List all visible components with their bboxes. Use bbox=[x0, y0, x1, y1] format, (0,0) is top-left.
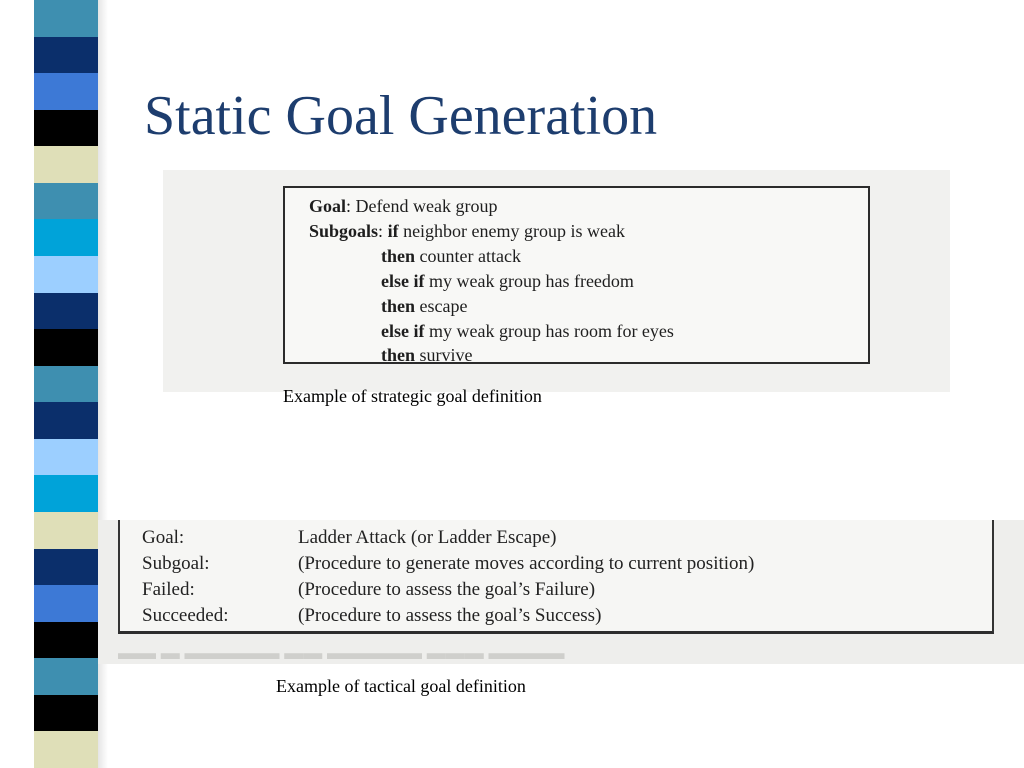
stripe-band bbox=[34, 293, 98, 330]
stripe-band bbox=[34, 622, 98, 659]
then-survive-line: then survive bbox=[381, 345, 473, 365]
decorative-stripe bbox=[34, 0, 98, 768]
goal-label: Goal: bbox=[142, 527, 185, 548]
stripe-band bbox=[34, 731, 98, 768]
tactical-goal-box bbox=[118, 520, 994, 634]
failed-label: Failed: bbox=[142, 579, 195, 600]
stripe-band bbox=[34, 475, 98, 512]
cropped-figure-caption-remnant: ▬▬ ▬ ▬▬▬▬▬ ▬▬ ▬▬▬▬▬ ▬▬▬ ▬▬▬▬ bbox=[118, 644, 565, 664]
tactical-goal-caption: Example of tactical goal definition bbox=[276, 676, 526, 696]
tactical-goal-figure bbox=[98, 520, 1024, 664]
goal-value: Ladder Attack (or Ladder Escape) bbox=[298, 527, 557, 548]
succeeded-label: Succeeded: bbox=[142, 605, 229, 626]
subgoal-value: (Procedure to generate moves according to current position) bbox=[298, 553, 755, 574]
then-escape-line: then escape bbox=[381, 296, 468, 316]
stripe-band bbox=[34, 0, 98, 37]
failed-value: (Procedure to assess the goal’s Failure) bbox=[298, 579, 596, 600]
stripe-band bbox=[34, 658, 98, 695]
stripe-band bbox=[34, 146, 98, 183]
stripe-band bbox=[34, 256, 98, 293]
succeeded-value: (Procedure to assess the goal’s Success) bbox=[298, 605, 602, 626]
stripe-band bbox=[34, 585, 98, 622]
stripe-band bbox=[34, 73, 98, 110]
stripe-band bbox=[34, 512, 98, 549]
stripe-band bbox=[34, 439, 98, 476]
strategic-goal-box bbox=[283, 186, 870, 364]
else-if-freedom-line: else if my weak group has freedom bbox=[381, 271, 634, 291]
stripe-band bbox=[34, 110, 98, 147]
strategic-goal-caption: Example of strategic goal definition bbox=[283, 386, 542, 406]
goal-line: Goal: Defend weak group bbox=[309, 196, 498, 216]
then-counter-attack-line: then counter attack bbox=[381, 246, 521, 266]
strategic-goal-figure bbox=[163, 170, 950, 392]
else-if-eyes-line: else if my weak group has room for eyes bbox=[381, 321, 674, 341]
stripe-band bbox=[34, 329, 98, 366]
slide-title: Static Goal Generation bbox=[144, 85, 658, 147]
stripe-band bbox=[34, 695, 98, 732]
stripe-band bbox=[34, 183, 98, 220]
stripe-band bbox=[34, 37, 98, 74]
stripe-band bbox=[34, 219, 98, 256]
stripe-band bbox=[34, 366, 98, 403]
subgoal-label: Subgoal: bbox=[142, 553, 210, 574]
stripe-band bbox=[34, 402, 98, 439]
subgoals-line: Subgoals: if neighbor enemy group is weak bbox=[309, 221, 626, 241]
stripe-band bbox=[34, 549, 98, 586]
